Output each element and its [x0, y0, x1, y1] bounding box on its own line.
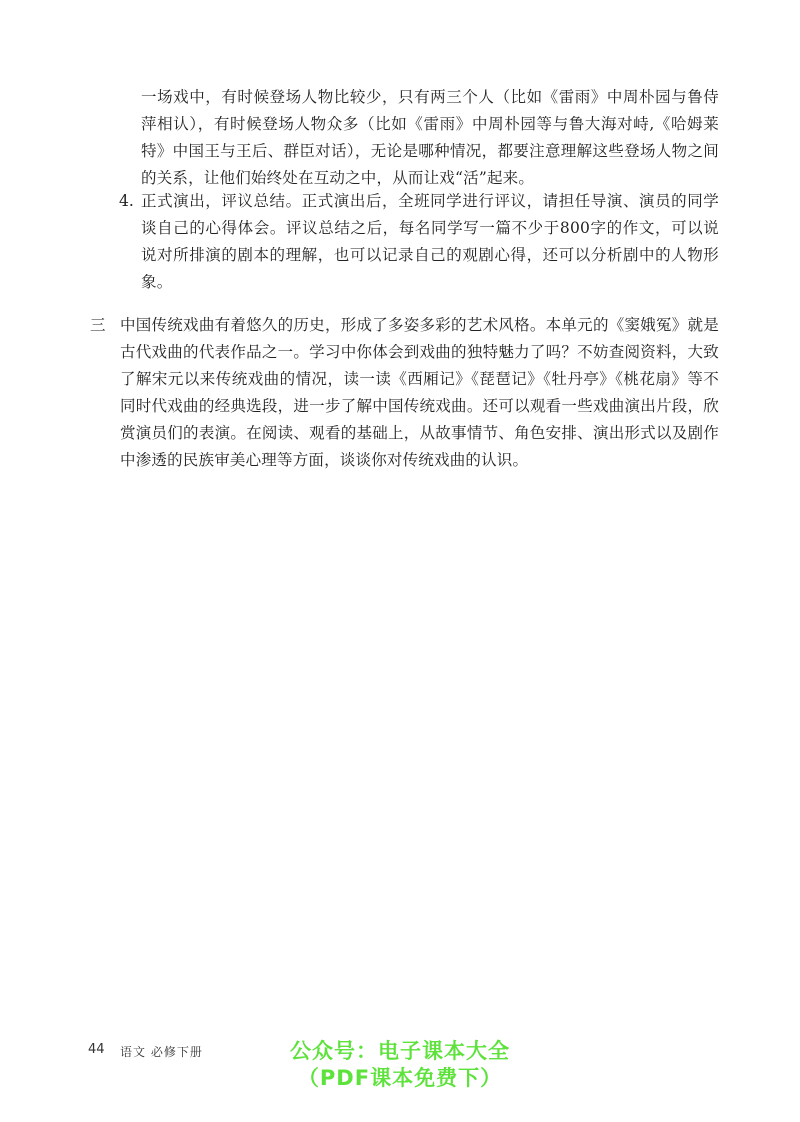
- paragraph-continuation: 一场戏中，有时候登场人物比较少，只有两三个人（比如《雷雨》中周朴园与鲁侍萍相认），有时候登场人物众多（比如《雷雨》中周朴园等与鲁大海对峙,《哈姆莱特》中国王与王后、群臣对话），无论是哪种情况，都要注意理解这些登场人物之间的关系，让他们始终处在互动之中，从而让戏“活”起来。: [141, 88, 719, 187]
- watermark: [250, 1038, 550, 1092]
- paragraph-item-4: 正式演出，评议总结。正式演出后，全班同学进行评议，请担任导演、演员的同学谈自己的心得体会。评议总结之后，每名同学写一篇不少于800字的作文，可以说说对所排演的剧本的理解，也可以记录自己的观剧心得，还可以分析剧中的人物形象。: [141, 192, 719, 291]
- book-title: 语文 必修下册: [120, 1045, 203, 1059]
- watermark-line-1: 公众号：电子课本大全: [290, 1039, 510, 1063]
- watermark-line-2: （PDF课本免费下）: [297, 1066, 503, 1090]
- paragraph-section-3: 中国传统戏曲有着悠久的历史，形成了多姿多彩的艺术风格。本单元的《窦娥冤》就是古代戏曲的代表作品之一。学习中你体会到戏曲的独特魅力了吗？不妨查阅资料，大致了解宋元以来传统戏曲的情况，读一读《西厢记》《琵琶记》《牡丹亭》《桃花扇》等不同时代戏曲的经典选段，进一步了解中国传统戏曲。还可以观看一些戏曲演出片段，欣赏演员们的表演。在阅读、观看的基础上，从故事情节、角色安排、演出形式以及剧作中渗透的民族审美心理等方面，谈谈你对传统戏曲的认识。: [120, 316, 719, 469]
- page-number: 44: [88, 1042, 105, 1057]
- item-number-4: 4.: [119, 192, 134, 210]
- section-number-3: 三: [90, 316, 106, 334]
